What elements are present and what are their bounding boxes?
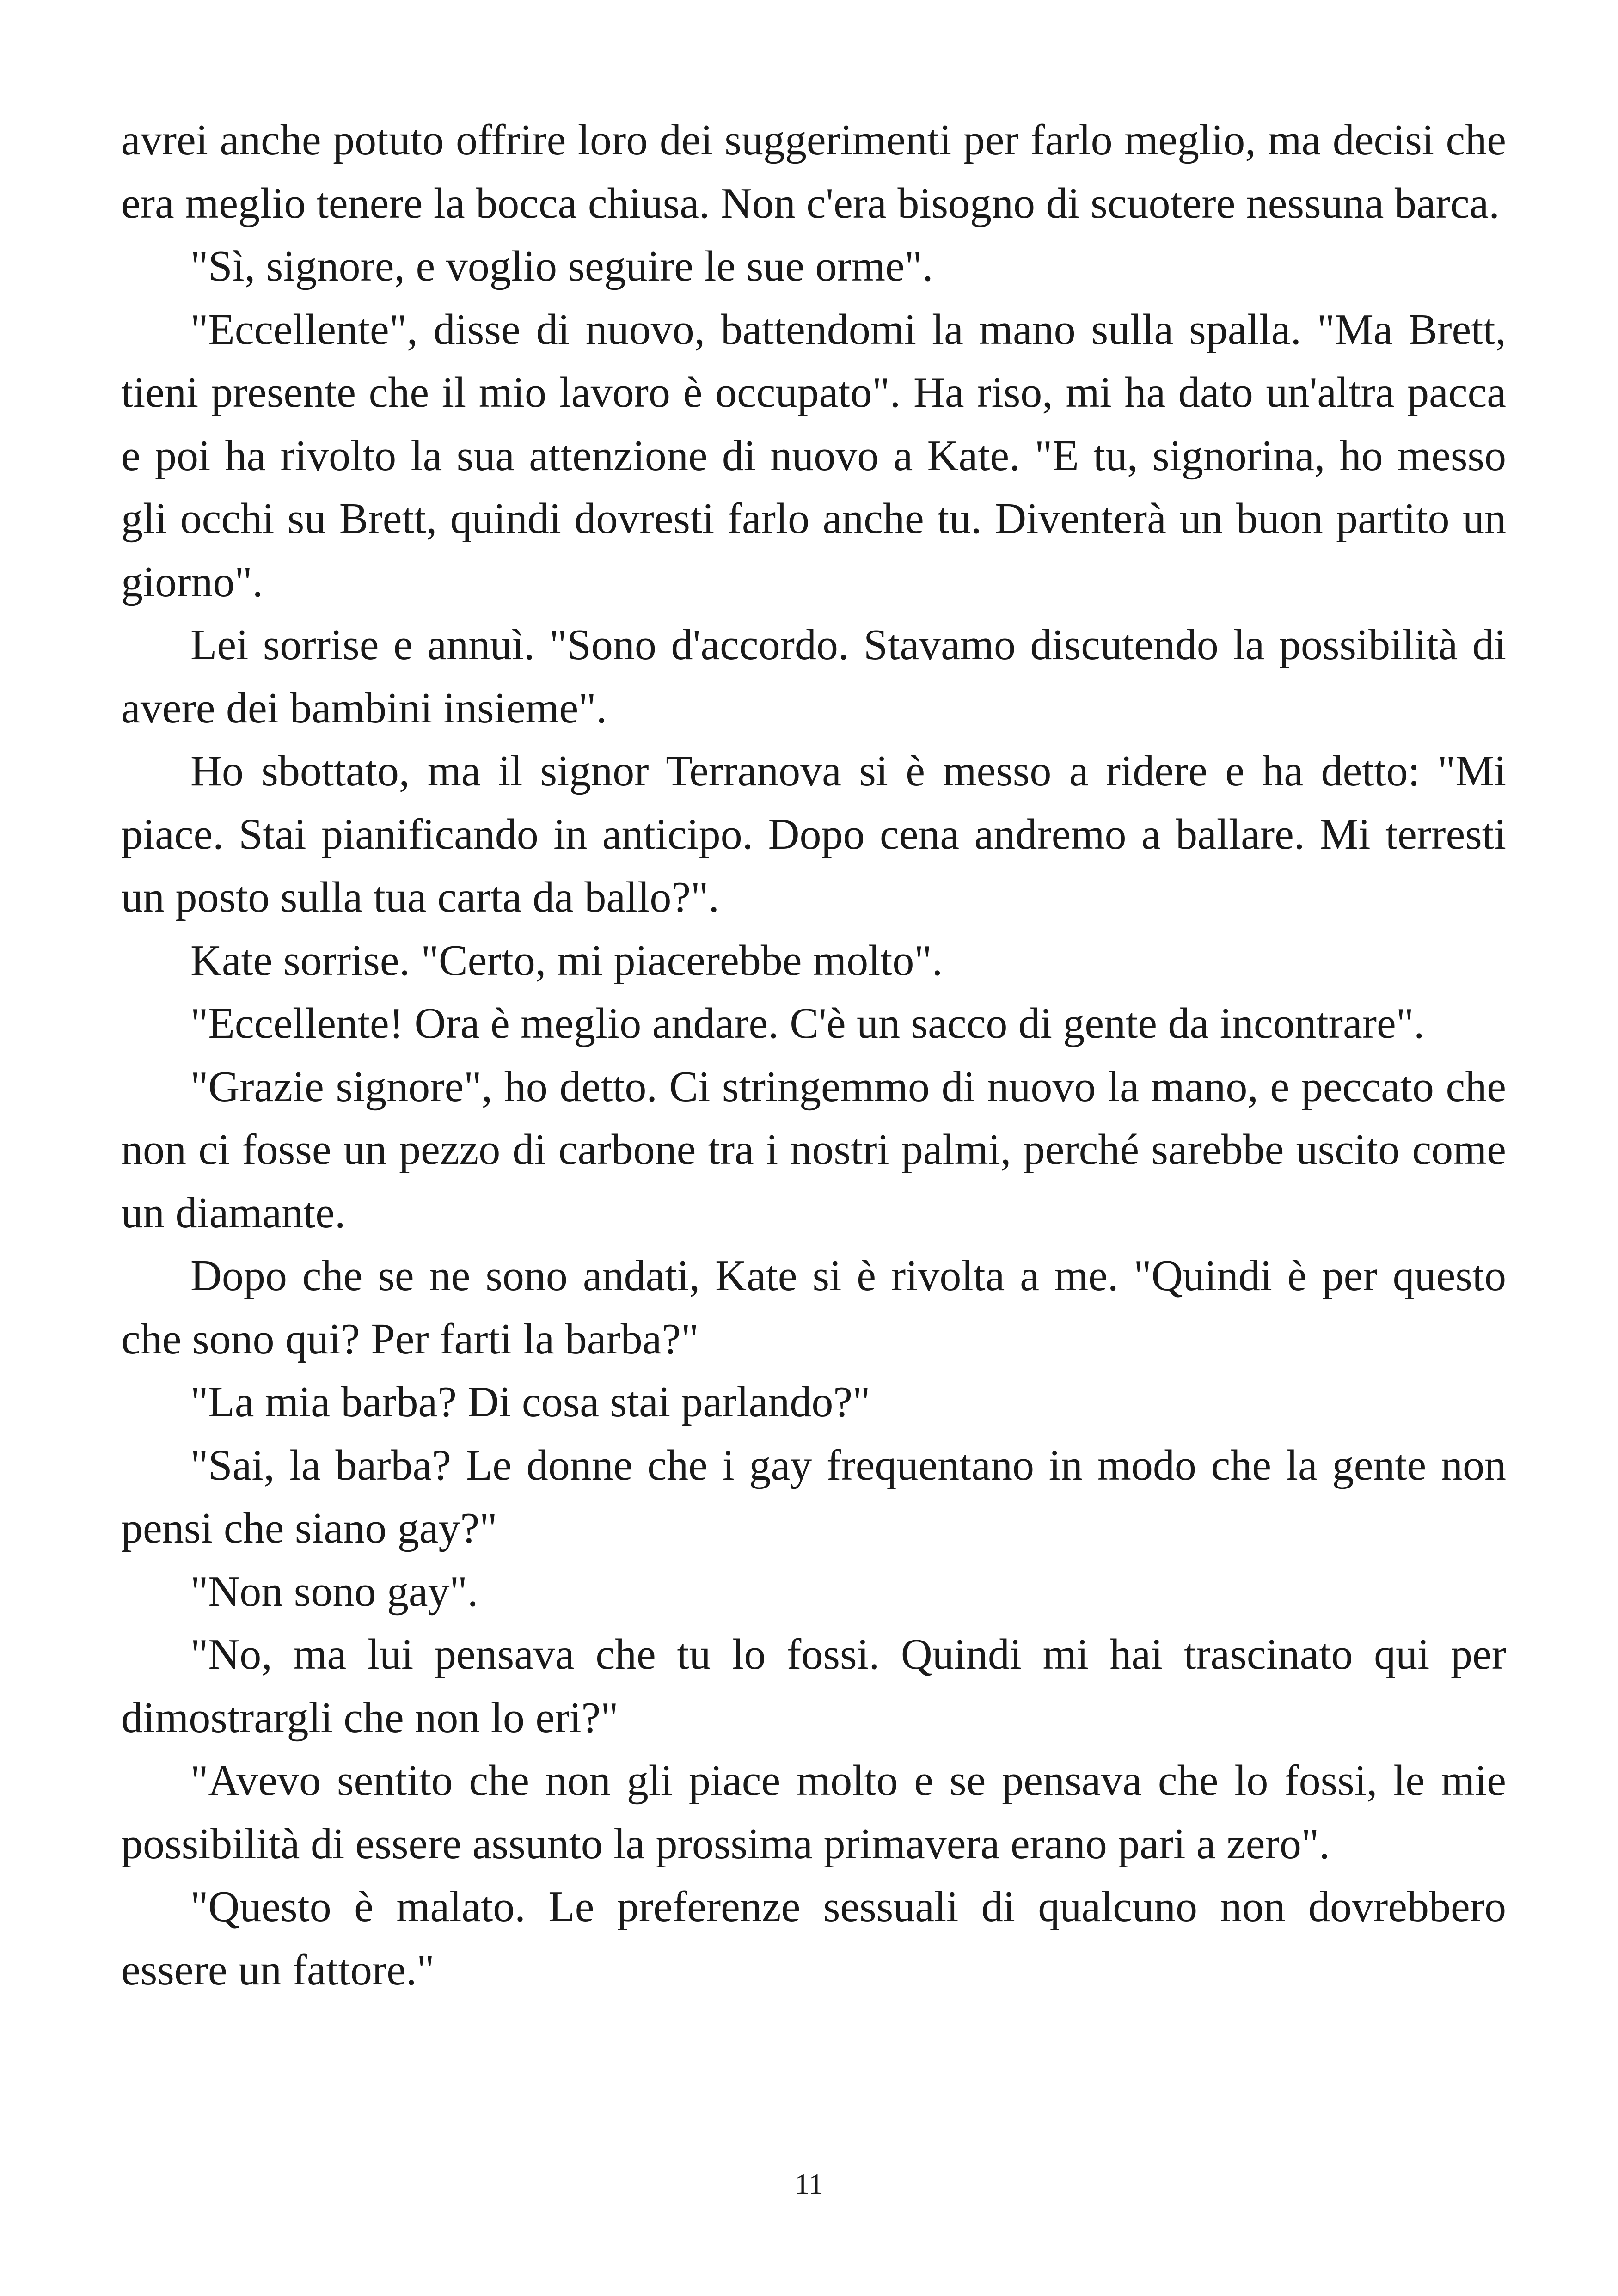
paragraph-12: "Non sono gay". [190,1567,478,1616]
page-body [121,109,1506,2002]
paragraph-6: Kate sorrise. "Certo, mi piacerebbe molto". [190,936,943,985]
paragraph-5: Ho sbottato, ma il signor Terranova si è messo a ridere e ha detto: "Mi piace. Stai pianificando in anticipo. Dopo cena andremo a ballare. Mi terresti un posto sulla tua carta da ballo?". [121,747,1506,921]
paragraph-9: Dopo che se ne sono andati, Kate si è rivolta a me. "Quindi è per questo che sono qui? Per farti la barba?" [121,1252,1506,1363]
paragraph-7: "Eccellente! Ora è meglio andare. C'è un sacco di gente da incontrare". [190,999,1425,1047]
page-number: 11 [795,2167,823,2200]
paragraph-11: "Sai, la barba? Le donne che i gay frequentano in modo che la gente non pensi che siano gay?" [121,1441,1506,1552]
paragraph-4: Lei sorrise e annuì. "Sono d'accordo. Stavamo discutendo la possibilità di avere dei bambini insieme". [121,621,1506,732]
paragraph-10: "La mia barba? Di cosa stai parlando?" [190,1378,870,1426]
paragraph-1: avrei anche potuto offrire loro dei suggerimenti per farlo meglio, ma decisi che era meglio tenere la bocca chiusa. Non c'era bisogno di scuotere nessuna barca. [121,116,1506,227]
paragraph-14: "Avevo sentito che non gli piace molto e se pensava che lo fossi, le mie possibilità di essere assunto la prossima primavera erano pari a zero". [121,1757,1506,1868]
paragraph-8: "Grazie signore", ho detto. Ci stringemmo di nuovo la mano, e peccato che non ci fosse un pezzo di carbone tra i nostri palmi, perché sarebbe uscito come un diamante. [121,1062,1506,1237]
paragraph-13: "No, ma lui pensava che tu lo fossi. Quindi mi hai trascinato qui per dimostrargli che non lo eri?" [121,1630,1506,1742]
paragraph-15: "Questo è malato. Le preferenze sessuali di qualcuno non dovrebbero essere un fattore." [121,1883,1506,1994]
paragraph-2: "Sì, signore, e voglio seguire le sue orme". [190,242,933,290]
paragraph-3: "Eccellente", disse di nuovo, battendomi la mano sulla spalla. "Ma Brett, tieni presente che il mio lavoro è occupato". Ha riso, mi ha dato un'altra pacca e poi ha rivolto la sua attenzione di nuovo a Kate. "E tu, signorina, ho messo gli occhi su Brett, quindi dovresti farlo anche tu. Diventerà un buon partito un giorno". [121,305,1506,606]
